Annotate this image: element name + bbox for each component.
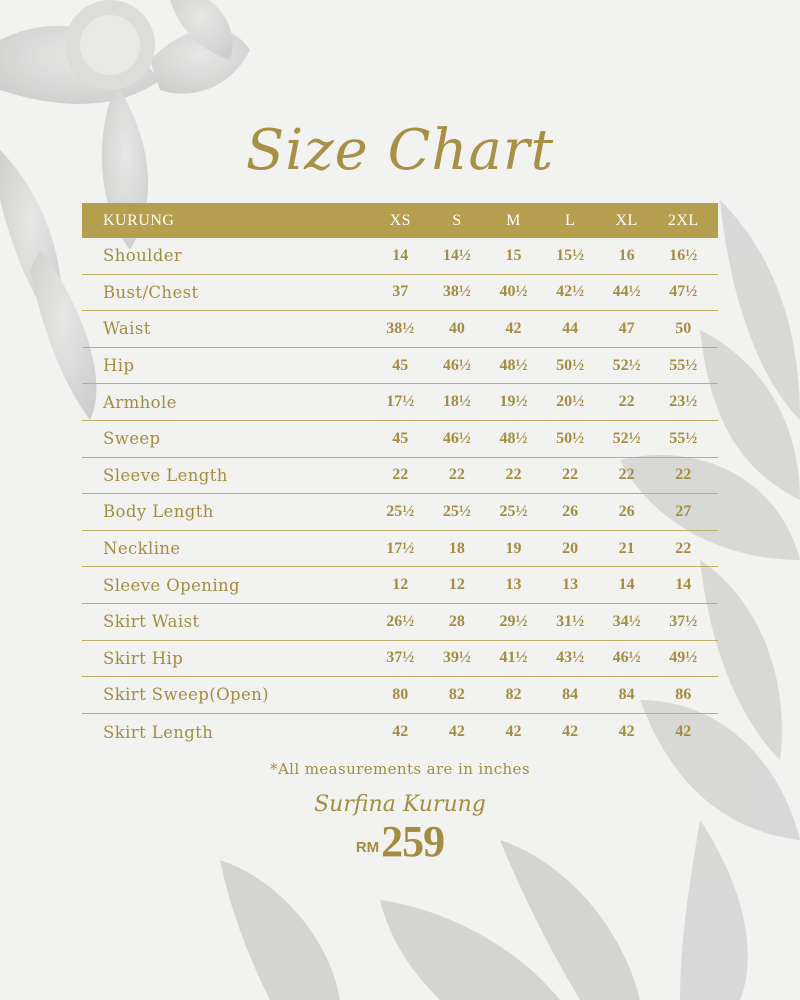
table-header (82, 203, 718, 238)
row-label: Waist (103, 319, 151, 339)
table-row (82, 531, 718, 568)
row-label: Skirt Sweep(Open) (103, 685, 270, 705)
measurement-cell: 42½ (556, 283, 585, 301)
measurement-cell: 20 (562, 539, 579, 557)
table-row (82, 348, 718, 385)
measurement-cell: 49½ (669, 649, 698, 667)
table-row (82, 275, 718, 312)
measurement-cell: 37 (392, 283, 409, 301)
measurement-cell: 46½ (442, 429, 471, 447)
measurement-cell: 37½ (669, 612, 698, 630)
measurement-cell: 82 (505, 685, 522, 703)
measurement-cell: 19½ (499, 393, 528, 411)
measurement-cell: 38½ (386, 319, 415, 337)
measurement-cell: 34½ (612, 612, 641, 630)
measurement-cell: 23½ (669, 393, 698, 411)
row-label: Neckline (103, 539, 181, 559)
measurement-cell: 48½ (499, 429, 528, 447)
measurement-cell: 12 (448, 576, 465, 594)
measurement-cell: 80 (392, 685, 409, 703)
measurement-cell: 40½ (499, 283, 528, 301)
measurement-cell: 50½ (556, 356, 585, 374)
measurement-cell: 55½ (669, 429, 698, 447)
measurement-cell: 14 (618, 576, 635, 594)
table-row (82, 238, 718, 275)
measurement-cell: 27 (675, 502, 692, 520)
measurement-cell: 42 (448, 723, 465, 741)
row-label: Skirt Length (103, 722, 214, 742)
row-label: Hip (103, 356, 135, 376)
measurement-cell: 22 (448, 466, 465, 484)
measurement-cell: 20½ (556, 393, 585, 411)
measurement-cell: 18½ (442, 393, 471, 411)
measurement-cell: 17½ (386, 539, 415, 557)
measurement-cell: 16 (618, 246, 635, 264)
size-header: S (452, 211, 462, 229)
measurement-cell: 46½ (612, 649, 641, 667)
measurement-cell: 37½ (386, 649, 415, 667)
table-row (82, 311, 718, 348)
measurement-cell: 43½ (556, 649, 585, 667)
measurement-cell: 42 (392, 723, 409, 741)
measurement-cell: 14 (392, 246, 409, 264)
table-row (82, 714, 718, 751)
table-row (82, 458, 718, 495)
measurement-cell: 46½ (442, 356, 471, 374)
measurement-cell: 14 (675, 576, 692, 594)
price-amount: 259 (381, 817, 445, 866)
measurement-cell: 45 (392, 429, 409, 447)
table-row (82, 421, 718, 458)
measurement-cell: 16½ (669, 246, 698, 264)
price (0, 816, 800, 867)
measurement-cell: 84 (618, 685, 635, 703)
product-name: Surfina Kurung (314, 792, 486, 817)
measurement-cell: 50 (675, 319, 692, 337)
measurement-cell: 22 (618, 466, 635, 484)
measurement-note: *All measurements are in inches (270, 760, 530, 778)
measurement-cell: 50½ (556, 429, 585, 447)
row-label: Sweep (103, 429, 161, 449)
row-label: Skirt Hip (103, 648, 184, 668)
measurement-cell: 82 (448, 685, 465, 703)
measurement-cell: 41½ (499, 649, 528, 667)
measurement-cell: 15 (505, 246, 522, 264)
table-row (82, 384, 718, 421)
size-header: M (506, 211, 521, 229)
measurement-cell: 25½ (442, 502, 471, 520)
measurement-cell: 52½ (612, 356, 641, 374)
measurement-cell: 25½ (499, 502, 528, 520)
size-table (82, 203, 718, 750)
measurement-cell: 28 (448, 612, 465, 630)
measurement-cell: 38½ (442, 283, 471, 301)
measurement-cell: 84 (562, 685, 579, 703)
measurement-cell: 31½ (556, 612, 585, 630)
measurement-cell: 42 (562, 723, 579, 741)
measurement-cell: 22 (392, 466, 409, 484)
table-row (82, 677, 718, 714)
table-row (82, 641, 718, 678)
row-label: Body Length (103, 502, 214, 522)
measurement-cell: 52½ (612, 429, 641, 447)
table-row (82, 604, 718, 641)
measurement-cell: 14½ (442, 246, 471, 264)
size-header: XS (389, 211, 412, 229)
measurement-cell: 44½ (612, 283, 641, 301)
measurement-cell: 15½ (556, 246, 585, 264)
measurement-cell: 22 (675, 466, 692, 484)
measurement-cell: 42 (505, 723, 522, 741)
measurement-cell: 22 (675, 539, 692, 557)
row-label: Bust/Chest (103, 282, 199, 302)
measurement-cell: 86 (675, 685, 692, 703)
page-title: Size Chart (245, 118, 555, 183)
measurement-cell: 55½ (669, 356, 698, 374)
measurement-cell: 13 (505, 576, 522, 594)
row-label: Shoulder (103, 246, 183, 266)
measurement-cell: 25½ (386, 502, 415, 520)
size-header: XL (615, 211, 638, 229)
measurement-cell: 47 (618, 319, 635, 337)
measurement-cell: 29½ (499, 612, 528, 630)
measurement-cell: 22 (505, 466, 522, 484)
measurement-cell: 13 (562, 576, 579, 594)
size-header: 2XL (667, 211, 699, 229)
measurement-cell: 12 (392, 576, 409, 594)
size-header: L (564, 211, 576, 229)
measurement-cell: 42 (618, 723, 635, 741)
row-label: Skirt Waist (103, 612, 200, 632)
measurement-cell: 18 (448, 539, 465, 557)
measurement-cell: 22 (618, 393, 635, 411)
header-label: KURUNG (103, 211, 175, 229)
table-body (82, 238, 718, 750)
measurement-cell: 19 (505, 539, 522, 557)
measurement-cell: 39½ (442, 649, 471, 667)
measurement-cell: 26 (618, 502, 635, 520)
measurement-cell: 40 (448, 319, 465, 337)
row-label: Sleeve Length (103, 465, 228, 485)
measurement-cell: 45 (392, 356, 409, 374)
measurement-cell: 42 (675, 723, 692, 741)
price-currency: RM (355, 839, 380, 856)
measurement-cell: 48½ (499, 356, 528, 374)
measurement-cell: 44 (562, 319, 579, 337)
table-row (82, 567, 718, 604)
measurement-cell: 22 (562, 466, 579, 484)
measurement-cell: 17½ (386, 393, 415, 411)
measurement-cell: 42 (505, 319, 522, 337)
measurement-cell: 26½ (386, 612, 415, 630)
measurement-cell: 26 (562, 502, 579, 520)
row-label: Sleeve Opening (103, 575, 240, 595)
row-label: Armhole (103, 392, 177, 412)
table-row (82, 494, 718, 531)
measurement-cell: 21 (618, 539, 635, 557)
measurement-cell: 47½ (669, 283, 698, 301)
